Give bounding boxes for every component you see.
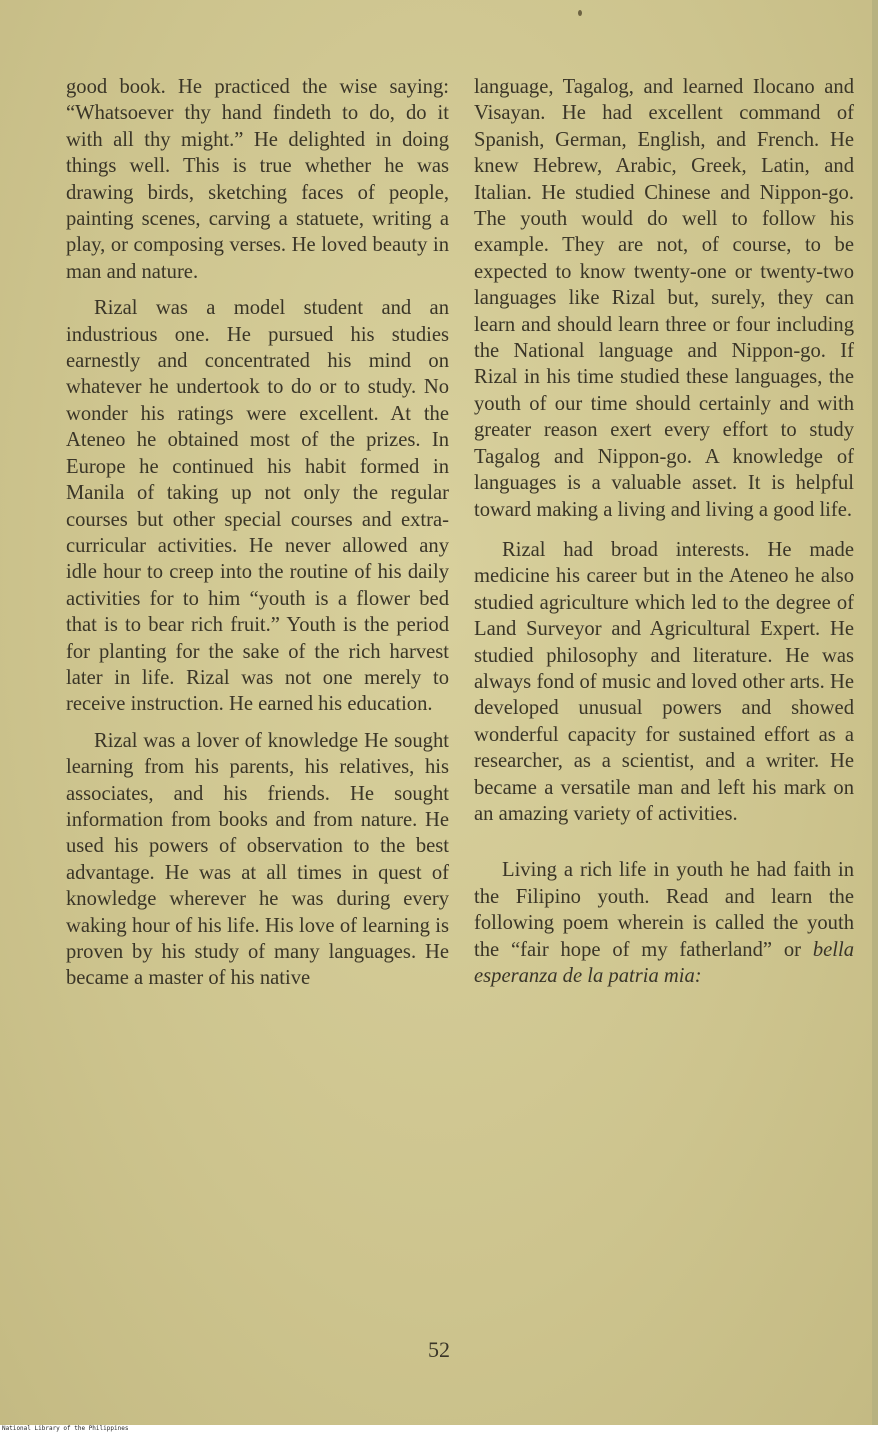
footer-credit: National Library of the Philippines bbox=[2, 1425, 129, 1432]
page-speck bbox=[578, 10, 582, 16]
right-paragraph-3 bbox=[474, 857, 854, 989]
left-column bbox=[66, 74, 449, 992]
left-paragraph-1: good book. He practiced the wise saying: “Whatsoever thy hand findeth to do, do it with all thy might.” He delighted in doing things well. This is true whether he was drawing birds, sketching faces of people, painting scenes, carving a statuete, writing a play, or composing verses. He loved beauty in man and nature. bbox=[66, 76, 449, 283]
right-paragraph-1: language, Tagalog, and learned Ilocano and Visayan. He had excellent command of Spanish, German, English, and French. He knew Hebrew, Arabic, Greek, Latin, and Italian. He studied Chinese and Nippon-go. The youth would do well to follow his example. They are not, of course, to be expected to know twenty-one or twenty-two languages like Rizal but, surely, they can learn and should learn three or four including the National language and Nippon-go. If Rizal in his time studied these languages, the youth of our time should certainly and with greater reason exert every effort to study Tagalog and Nippon-go. A knowledge of languages is a valuable asset. It is helpful toward making a living and living a good life. bbox=[474, 76, 854, 521]
right-paragraph-3-italic: bella esperanza de la patria mia: bbox=[474, 938, 854, 987]
page-number: 52 bbox=[428, 1337, 450, 1362]
left-paragraph-2: Rizal was a model student and an industrious one. He pursued his studies earnestly and concentrated his mind on whatever he undertook to do or to study. No wonder his ratings were excellent. At the Ateneo he obtained most of the prizes. In Europe he continued his habit formed in Manila of taking up not only the regular courses but other special courses and extra-curricular activities. He never allowed any idle hour to creep into the routine of his daily activities for to him “youth is a flower bed that is to bear rich fruit.” Youth is the period for planting for the sake of the rich harvest later in life. Rizal was not one merely to receive instruction. He earned his education. bbox=[66, 297, 449, 716]
right-paragraph-3-text: Living a rich life in youth he had faith in the Filipino youth. Read and learn the following poem wherein is called the youth the “fair hope of my fatherland” or bbox=[474, 859, 854, 961]
page-edge-shadow bbox=[872, 0, 878, 1425]
right-column bbox=[474, 74, 854, 989]
right-paragraph-2: Rizal had broad interests. He made medicine his career but in the Ateneo he also studied agriculture which led to the degree of Land Surveyor and Agricultural Expert. He studied philosophy and literature. He was always fond of music and loved other arts. He developed unusual powers and showed wonderful capacity for sustained effort as a researcher, as a scientist, and a writer. He became a versatile man and left his mark on an amazing variety of activities. bbox=[474, 538, 854, 825]
left-paragraph-3: Rizal was a lover of knowledge He sought learning from his parents, his relatives, his associates, and his friends. He sought information from books and from nature. He used his powers of observation to the best advantage. He was at all times in quest of knowledge wherever he was during every waking hour of his life. His love of learning is proven by his study of many languages. He became a master of his native bbox=[66, 729, 449, 990]
